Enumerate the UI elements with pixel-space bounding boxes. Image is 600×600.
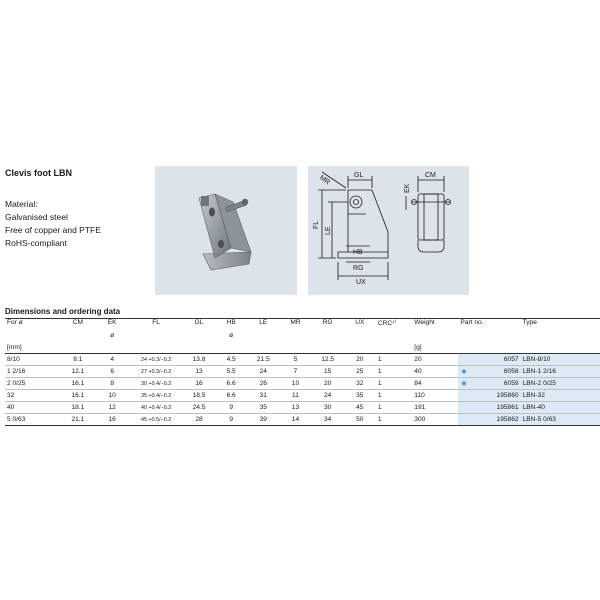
label-cm: CM bbox=[425, 172, 436, 179]
material-line: RoHS-compliant bbox=[5, 238, 67, 248]
cell-rg: 12.5 bbox=[321, 356, 335, 363]
cell-ek: 4 bbox=[110, 356, 115, 363]
cell-part-no[interactable] bbox=[458, 402, 520, 414]
header-mr: MR bbox=[290, 319, 301, 326]
cell-rg: 30 bbox=[323, 404, 332, 411]
cell-le: 39 bbox=[259, 416, 267, 423]
header-ux: UX bbox=[355, 319, 365, 326]
cell-fl: 30 +0.4/−0.2 bbox=[140, 380, 172, 387]
cell-gl: 13.8 bbox=[192, 356, 206, 363]
table-row bbox=[5, 354, 600, 366]
cell-fl: 27 +0.3/−0.2 bbox=[140, 368, 172, 375]
cell-part-no[interactable] bbox=[458, 414, 520, 426]
cell-type: LBN-8/10 bbox=[521, 354, 600, 366]
table-row bbox=[5, 378, 600, 390]
table-row bbox=[5, 414, 600, 426]
cell-part-no[interactable] bbox=[458, 378, 520, 390]
cell-hb: 6.6 bbox=[226, 392, 236, 399]
header-ek: EK bbox=[107, 319, 117, 326]
cell-ek: 10 bbox=[108, 392, 116, 399]
cell-ux: 32 bbox=[356, 380, 364, 387]
cell-mr: 10 bbox=[291, 380, 300, 387]
cell-gl: 18.5 bbox=[192, 392, 206, 399]
cell-for: 1 2/16 bbox=[7, 368, 26, 375]
header-unit-g: [g] bbox=[412, 341, 458, 354]
header-unit-mm: [mm] bbox=[5, 341, 61, 354]
cell-le: 31 bbox=[259, 392, 267, 399]
cell-mr: 13 bbox=[291, 404, 300, 411]
cell-gl: 13 bbox=[195, 368, 203, 375]
header-part-no: Part no. bbox=[458, 319, 520, 331]
cell-mr: 5 bbox=[293, 356, 298, 363]
header-crc: CRC¹⁾ bbox=[377, 320, 396, 327]
cell-fl: 24 +0.3/−0.2 bbox=[140, 356, 172, 363]
clevis-foot-image bbox=[155, 166, 297, 295]
header-hb-dia: ø bbox=[229, 332, 234, 339]
cell-ek: 6 bbox=[110, 368, 115, 375]
product-title: Clevis foot LBN bbox=[5, 168, 73, 178]
cell-part-no[interactable] bbox=[458, 366, 520, 378]
cell-gl: 16 bbox=[195, 380, 203, 387]
cell-weight: 110 bbox=[414, 392, 425, 399]
product-photo bbox=[155, 166, 297, 295]
cell-ux: 20 bbox=[356, 356, 364, 363]
cell-le: 26 bbox=[259, 380, 267, 387]
cell-mr: 11 bbox=[292, 392, 299, 399]
label-rg: RG bbox=[353, 265, 364, 272]
table-row bbox=[5, 366, 600, 378]
cell-ux: 45 bbox=[356, 404, 364, 411]
cell-ek: 8 bbox=[110, 380, 115, 387]
material-line: Material: bbox=[5, 199, 38, 209]
section-title: Dimensions and ordering data bbox=[5, 307, 121, 316]
cell-rg: 24 bbox=[323, 392, 332, 399]
header-ek-dia: ø bbox=[110, 332, 115, 339]
cell-hb: 5.5 bbox=[226, 368, 236, 375]
cell-part-no[interactable] bbox=[458, 354, 520, 366]
cell-for: 40 bbox=[7, 404, 15, 411]
part-number: 195860 bbox=[496, 392, 519, 399]
label-ek: EK bbox=[404, 183, 411, 193]
cell-part-no[interactable] bbox=[458, 390, 520, 402]
cell-for: 2 0/25 bbox=[7, 380, 26, 387]
cell-hb: 9 bbox=[229, 416, 233, 423]
cell-type: LBN-1 2/16 bbox=[521, 366, 600, 378]
cell-fl: 35 +0.4/−0.2 bbox=[140, 392, 172, 399]
label-mr: MR bbox=[318, 174, 332, 187]
technical-drawing bbox=[308, 166, 469, 295]
cell-mr: 14 bbox=[291, 416, 300, 423]
cell-ux: 25 bbox=[356, 368, 364, 375]
cell-weight: 191 bbox=[414, 404, 426, 411]
cell-weight: 300 bbox=[414, 416, 426, 423]
material-line: Galvanised steel bbox=[5, 212, 68, 222]
cell-gl: 28 bbox=[195, 416, 203, 423]
cell-weight: 20 bbox=[414, 356, 422, 363]
cell-rg: 34 bbox=[323, 416, 332, 423]
dimensions-table bbox=[5, 318, 600, 426]
header-for: For ø bbox=[7, 319, 23, 326]
cell-for: 8/10 bbox=[7, 356, 20, 363]
part-number: 195861 bbox=[496, 404, 519, 411]
cell-ek: 12 bbox=[108, 404, 116, 411]
cell-for: 5 0/63 bbox=[7, 416, 26, 423]
header-fl: FL bbox=[152, 319, 160, 326]
cell-crc: 1 bbox=[377, 356, 382, 363]
cell-mr: 7 bbox=[293, 368, 298, 375]
cell-ek: 16 bbox=[108, 416, 116, 423]
cell-le: 24 bbox=[259, 368, 267, 375]
label-le: LE bbox=[325, 226, 332, 235]
cell-cm: 16.1 bbox=[71, 392, 85, 399]
dimension-drawing bbox=[308, 166, 469, 295]
cell-cm: 8.1 bbox=[73, 356, 83, 363]
cell-le: 21.5 bbox=[256, 356, 270, 363]
label-hb: HB bbox=[353, 249, 363, 256]
cell-gl: 24.5 bbox=[192, 404, 206, 411]
material-info bbox=[5, 198, 101, 250]
header-le: LE bbox=[259, 319, 268, 326]
star-icon: ★ bbox=[460, 378, 468, 388]
cell-hb: 6.6 bbox=[226, 380, 236, 387]
cell-type: LBN-32 bbox=[521, 390, 600, 402]
cell-crc: 1 bbox=[377, 380, 382, 387]
cell-rg: 20 bbox=[323, 380, 332, 387]
table-row bbox=[5, 402, 600, 414]
part-number: 6058 bbox=[503, 368, 519, 375]
header-type: Type bbox=[521, 319, 600, 331]
cell-crc: 1 bbox=[377, 404, 382, 411]
header-hb: HB bbox=[226, 319, 236, 326]
header-rg: RG bbox=[322, 319, 333, 326]
cell-hb: 9 bbox=[229, 404, 233, 411]
cell-ux: 50 bbox=[356, 416, 364, 423]
cell-crc: 1 bbox=[377, 368, 382, 375]
header-weight: Weight bbox=[414, 319, 435, 326]
cell-crc: 1 bbox=[377, 392, 382, 399]
part-number: 6059 bbox=[503, 380, 519, 387]
label-ux: UX bbox=[356, 279, 366, 286]
cell-fl: 40 +0.4/−0.2 bbox=[140, 404, 172, 411]
cell-type: LBN-5 0/63 bbox=[521, 414, 600, 426]
cell-cm: 12.1 bbox=[71, 368, 85, 375]
star-icon: ★ bbox=[460, 366, 468, 376]
header-gl: GL bbox=[194, 319, 204, 326]
label-fl: FL bbox=[313, 220, 320, 229]
cell-fl: 45 +0.5/−0.2 bbox=[140, 416, 172, 423]
part-number: 195862 bbox=[496, 416, 519, 423]
cell-hb: 4.5 bbox=[226, 356, 236, 363]
cell-cm: 21.1 bbox=[71, 416, 85, 423]
cell-crc: 1 bbox=[377, 416, 382, 423]
cell-cm: 18.1 bbox=[71, 404, 85, 411]
label-gl: GL bbox=[354, 172, 364, 179]
cell-type: LBN-40 bbox=[521, 402, 600, 414]
part-number: 6057 bbox=[503, 356, 519, 363]
table-row bbox=[5, 390, 600, 402]
cell-rg: 15 bbox=[323, 368, 332, 375]
cell-cm: 16.1 bbox=[71, 380, 85, 387]
header-cm: CM bbox=[72, 319, 84, 326]
material-line: Free of copper and PTFE bbox=[5, 225, 101, 235]
cell-weight: 40 bbox=[414, 368, 422, 375]
cell-for: 32 bbox=[7, 392, 15, 399]
cell-weight: 84 bbox=[414, 380, 422, 387]
cell-ux: 35 bbox=[356, 392, 364, 399]
cell-type: LBN-2 0/25 bbox=[521, 378, 600, 390]
cell-le: 35 bbox=[259, 404, 267, 411]
